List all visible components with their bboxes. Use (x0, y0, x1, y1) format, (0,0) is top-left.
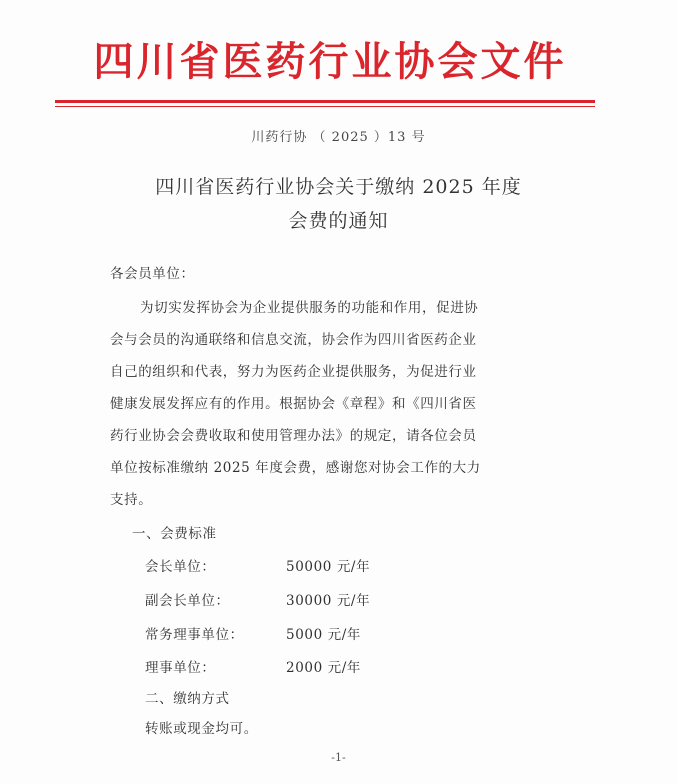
paragraph-line: 健康发展发挥应有的作用。根据协会《章程》和《四川省医 (110, 396, 477, 412)
paragraph-line: 单位按标准缴纳 2025 年度会费，感谢您对协会工作的大力 (110, 460, 481, 476)
fee-value: 5000 元/年 (286, 627, 361, 643)
paragraph-line: 支持。 (110, 492, 153, 508)
letterhead-title: 四川省医药行业协会文件 (93, 38, 567, 85)
fee-label: 会长单位： (145, 559, 216, 575)
paragraph-line: 自己的组织和代表，努力为医药企业提供服务，为促进行业 (110, 364, 477, 380)
paragraph-line: 为切实发挥协会为企业提供服务的功能和作用，促进协 (140, 300, 479, 316)
paragraph-line: 药行业协会会费收取和使用管理办法》的规定，请各位会员 (110, 428, 477, 444)
section2-text: 转账或现金均可。 (145, 721, 258, 737)
fee-label: 理事单位： (145, 660, 216, 676)
letterhead-rule-thin (55, 106, 595, 107)
fee-value: 30000 元/年 (286, 593, 371, 609)
page-number: -1- (331, 751, 346, 764)
fee-value: 50000 元/年 (286, 559, 371, 575)
paragraph-line: 会与会员的沟通联络和信息交流，协会作为四川省医药企业 (110, 332, 477, 348)
fee-value: 2000 元/年 (286, 660, 361, 676)
fee-label: 副会长单位： (145, 593, 230, 609)
letterhead-rule-thick (55, 100, 595, 103)
document-number: 川药行协 （ 2025 ）13 号 (251, 130, 426, 145)
document-title-line1: 四川省医药行业协会关于缴纳 2025 年度 (155, 176, 522, 198)
section1-heading: 一、会费标准 (132, 526, 217, 542)
document-title-line2: 会费的通知 (288, 210, 389, 232)
fee-label: 常务理事单位： (145, 627, 244, 643)
salutation: 各会员单位： (110, 266, 195, 282)
section2-heading: 二、缴纳方式 (145, 691, 230, 707)
